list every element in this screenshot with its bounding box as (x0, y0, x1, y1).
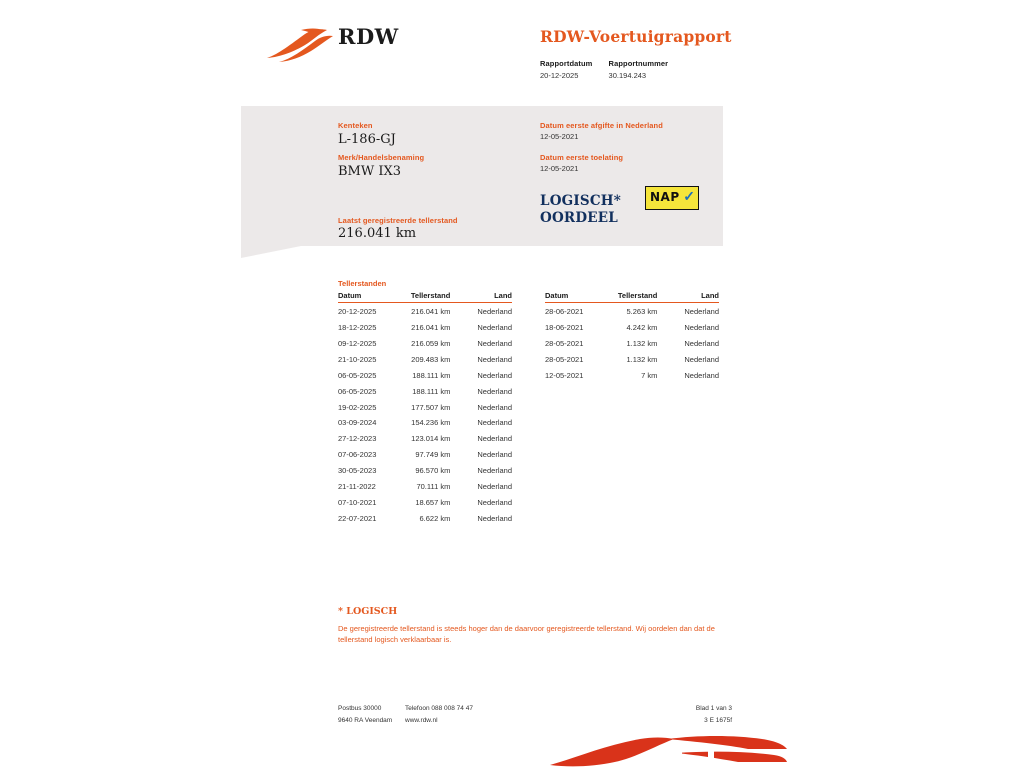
tellerstand-label: Laatst geregistreerde tellerstand (338, 216, 458, 225)
table-header-row (545, 291, 719, 303)
col-datum: Datum (338, 291, 391, 303)
cell-datum: 07-10-2021 (338, 498, 377, 508)
odometer-section-title: Tellerstanden (338, 279, 387, 288)
table-row (545, 335, 719, 351)
meta-rapportnummer-value: 30.194.243 (608, 71, 647, 80)
table-row (545, 319, 719, 335)
cell-datum: 03-09-2024 (338, 418, 377, 428)
table-row (338, 383, 512, 399)
cell-tellerstand: 216.059 km (411, 338, 451, 348)
cell-datum: 19-02-2025 (338, 402, 377, 412)
kenteken-value: L-186-GJ (338, 132, 396, 147)
col-land: Land (671, 291, 719, 303)
merk-value: BMW IX3 (338, 164, 402, 179)
odometer-table-right (545, 291, 719, 383)
cell-land: Nederland (684, 306, 719, 316)
table-row (338, 319, 512, 335)
nap-badge (645, 186, 699, 210)
cell-datum: 21-11-2022 (338, 482, 376, 492)
cell-land: Nederland (477, 466, 512, 476)
cell-tellerstand: 96.570 km (415, 466, 451, 476)
eerste-toelating-value: 12-05-2021 (540, 164, 579, 173)
cell-datum: 09-12-2025 (338, 338, 377, 348)
table-row (338, 479, 512, 495)
cell-tellerstand: 1.132 km (626, 338, 658, 348)
rdw-logo-icon (265, 24, 335, 66)
kenteken-label: Kenteken (338, 121, 373, 130)
cell-datum: 28-06-2021 (545, 306, 584, 316)
nap-label: NAP (650, 190, 680, 204)
cell-datum: 28-05-2021 (545, 354, 584, 364)
cell-tellerstand: 5.263 km (626, 306, 658, 316)
cell-datum: 07-06-2023 (338, 450, 377, 460)
meta-rapportnummer-label: Rapportnummer (608, 59, 669, 68)
table-row (338, 463, 512, 479)
table-row (545, 303, 719, 319)
table-row (338, 495, 512, 511)
cell-tellerstand: 216.041 km (411, 306, 451, 316)
cell-datum: 06-05-2025 (338, 386, 377, 396)
cell-datum: 22-07-2021 (338, 514, 377, 524)
footer-contact (405, 703, 473, 727)
cell-datum: 28-05-2021 (545, 338, 584, 348)
vehicle-summary-panel (241, 106, 723, 246)
table-row (338, 303, 512, 319)
footer-address-line1: Postbus 30000 (338, 705, 382, 712)
table-row (338, 399, 512, 415)
col-tellerstand: Tellerstand (598, 291, 672, 303)
cell-land: Nederland (477, 450, 512, 460)
cell-datum: 20-12-2025 (338, 306, 377, 316)
cell-tellerstand: 209.483 km (411, 354, 451, 364)
eerste-afgifte-label: Datum eerste afgifte in Nederland (540, 121, 663, 130)
verdict-line-1: LOGISCH* (540, 193, 622, 209)
page-title: RDW-Voertuigrapport (540, 27, 732, 46)
cell-land: Nederland (477, 434, 512, 444)
page-number: Blad 1 van 3 (695, 705, 732, 712)
cell-land: Nederland (684, 338, 719, 348)
cell-land: Nederland (477, 514, 512, 524)
table-row (338, 351, 512, 367)
eerste-afgifte-value: 12-05-2021 (540, 132, 579, 141)
meta-rapportdatum-value: 20-12-2025 (540, 71, 579, 80)
brand-title: RDW (338, 24, 399, 49)
cell-land: Nederland (477, 402, 512, 412)
cell-tellerstand: 1.132 km (626, 354, 658, 364)
tellerstand-value: 216.041 km (338, 226, 417, 241)
cell-datum: 30-05-2023 (338, 466, 377, 476)
footnote-title: * LOGISCH (338, 606, 398, 617)
cell-tellerstand: 97.749 km (415, 450, 451, 460)
verdict-text (540, 193, 621, 227)
col-datum: Datum (545, 291, 598, 303)
cell-land: Nederland (477, 482, 512, 492)
cell-datum: 18-06-2021 (545, 322, 584, 332)
eerste-toelating-label: Datum eerste toelating (540, 153, 624, 162)
cell-tellerstand: 154.236 km (411, 418, 451, 428)
cell-land: Nederland (684, 354, 719, 364)
table-row (338, 447, 512, 463)
cell-land: Nederland (477, 498, 512, 508)
cell-land: Nederland (477, 418, 512, 428)
meta-rapportdatum-label: Rapportdatum (540, 59, 593, 68)
table-row (338, 431, 512, 447)
footer-website[interactable]: www.rdw.nl (405, 717, 438, 724)
cell-land: Nederland (477, 338, 512, 348)
panel-corner-notch (241, 246, 301, 258)
cell-tellerstand: 18.657 km (415, 498, 451, 508)
cell-land: Nederland (477, 322, 512, 332)
cell-tellerstand: 6.622 km (419, 514, 451, 524)
meta-rapportdatum (540, 59, 592, 80)
footer-phone: Telefoon 088 008 74 47 (405, 705, 473, 712)
footer-address-line2: 9640 RA Veendam (338, 717, 393, 724)
verdict-line-2: OORDEEL (540, 210, 618, 226)
odometer-table-left (338, 291, 512, 527)
cell-tellerstand: 177.507 km (411, 402, 451, 412)
cell-datum: 21-10-2025 (338, 354, 377, 364)
cell-tellerstand: 216.041 km (411, 322, 451, 332)
cell-land: Nederland (477, 306, 512, 316)
document-code: 3 E 1675f (704, 717, 732, 724)
cell-land: Nederland (684, 370, 719, 380)
table-header-row (338, 291, 512, 303)
cell-tellerstand: 4.242 km (626, 322, 658, 332)
cell-datum: 27-12-2023 (338, 434, 377, 444)
meta-rapportnummer (609, 59, 669, 80)
check-icon: ✓ (683, 188, 695, 204)
cell-datum: 18-12-2025 (338, 322, 377, 332)
table-row (338, 415, 512, 431)
cell-land: Nederland (477, 370, 512, 380)
cell-land: Nederland (477, 386, 512, 396)
table-row (545, 351, 719, 367)
cell-tellerstand: 70.111 km (416, 482, 451, 492)
footer-right (660, 703, 732, 727)
cell-tellerstand: 123.014 km (411, 434, 451, 444)
footnote-body: De geregistreerde tellerstand is steeds hoger dan de daarvoor geregistreerde tellerstand. Wij oordelen dan dat de tellerstand logisch verklaarbaar is. (338, 624, 715, 644)
bottom-decorative-graphic (548, 735, 788, 769)
footer-address (338, 703, 392, 727)
cell-land: Nederland (477, 354, 512, 364)
merk-label: Merk/Handelsbenaming (338, 153, 425, 162)
col-land: Land (464, 291, 512, 303)
cell-datum: 06-05-2025 (338, 370, 377, 380)
table-row (338, 511, 512, 527)
table-row (545, 367, 719, 383)
col-tellerstand: Tellerstand (391, 291, 465, 303)
cell-datum: 12-05-2021 (545, 370, 584, 380)
table-row (338, 335, 512, 351)
cell-land: Nederland (684, 322, 719, 332)
cell-tellerstand: 188.111 km (412, 370, 451, 380)
report-meta (540, 59, 682, 80)
table-row (338, 367, 512, 383)
cell-tellerstand: 7 km (641, 370, 658, 380)
cell-tellerstand: 188.111 km (412, 386, 451, 396)
